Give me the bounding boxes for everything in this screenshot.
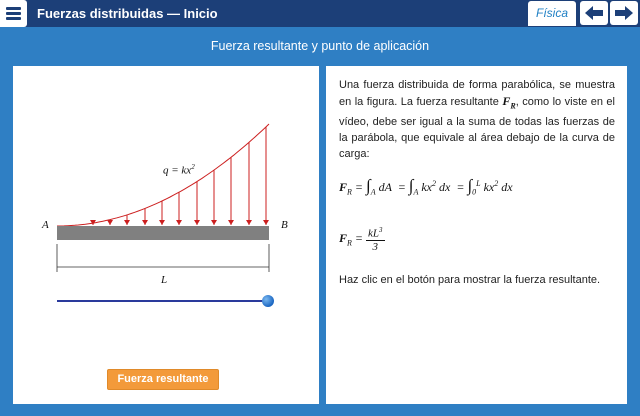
hint-text: Haz clic en el botón para mostrar la fuerza resultante. bbox=[339, 274, 601, 286]
load-arrow-head bbox=[246, 220, 252, 225]
load-equation-label: $q = kx^2$ bbox=[163, 163, 195, 177]
load-arrow-head bbox=[124, 220, 130, 225]
load-arrow-head bbox=[211, 220, 217, 225]
result-equation: $F_R$ = $\frac{kL^3}{3}$ bbox=[339, 226, 383, 253]
length-label: L bbox=[161, 274, 168, 286]
point-b-label: B bbox=[281, 219, 288, 231]
next-button[interactable] bbox=[610, 1, 638, 25]
prev-button[interactable] bbox=[580, 1, 608, 25]
load-arrow-head bbox=[176, 220, 182, 225]
top-bar bbox=[0, 0, 640, 29]
intro-text: Una fuerza distribuida de forma parabólica, se muestra en la figura. La fuerza resultante $F_R$, como lo viste en el vídeo, debe ser igual a la suma de todas las fuerzas de la parábola, que equivale al área debajo de la curva de carga: bbox=[339, 79, 615, 161]
explanation-panel bbox=[326, 66, 627, 404]
length-dimension bbox=[57, 244, 269, 272]
arrow-right-icon bbox=[614, 5, 634, 21]
load-arrow-head bbox=[228, 220, 234, 225]
load-arrow-head bbox=[142, 220, 148, 225]
subject-tab[interactable]: Física bbox=[528, 1, 576, 26]
load-arrow-head bbox=[194, 220, 200, 225]
section-title: Fuerza resultante y punto de aplicación bbox=[210, 39, 430, 53]
point-a-label: A bbox=[42, 219, 49, 231]
resultant-force-button[interactable]: Fuerza resultante bbox=[107, 369, 219, 390]
load-arrow-head bbox=[263, 220, 269, 225]
hamburger-menu-icon[interactable] bbox=[0, 0, 27, 27]
slider-track[interactable] bbox=[57, 300, 269, 302]
load-arrow-head bbox=[159, 220, 165, 225]
beam bbox=[57, 226, 269, 240]
arrow-left-icon bbox=[584, 5, 604, 21]
load-arrow-head bbox=[107, 220, 113, 225]
slider-knob[interactable] bbox=[262, 295, 274, 307]
diagram-panel bbox=[13, 66, 319, 404]
integral-equation: $F_R = \int_A$ dA = $\int_A$ $kx^2$ dx = $\int_0^L$ $kx^2$ dx bbox=[339, 176, 513, 197]
distributed-load-diagram bbox=[13, 66, 319, 366]
app-title: Fuerzas distribuidas — Inicio bbox=[37, 6, 218, 21]
